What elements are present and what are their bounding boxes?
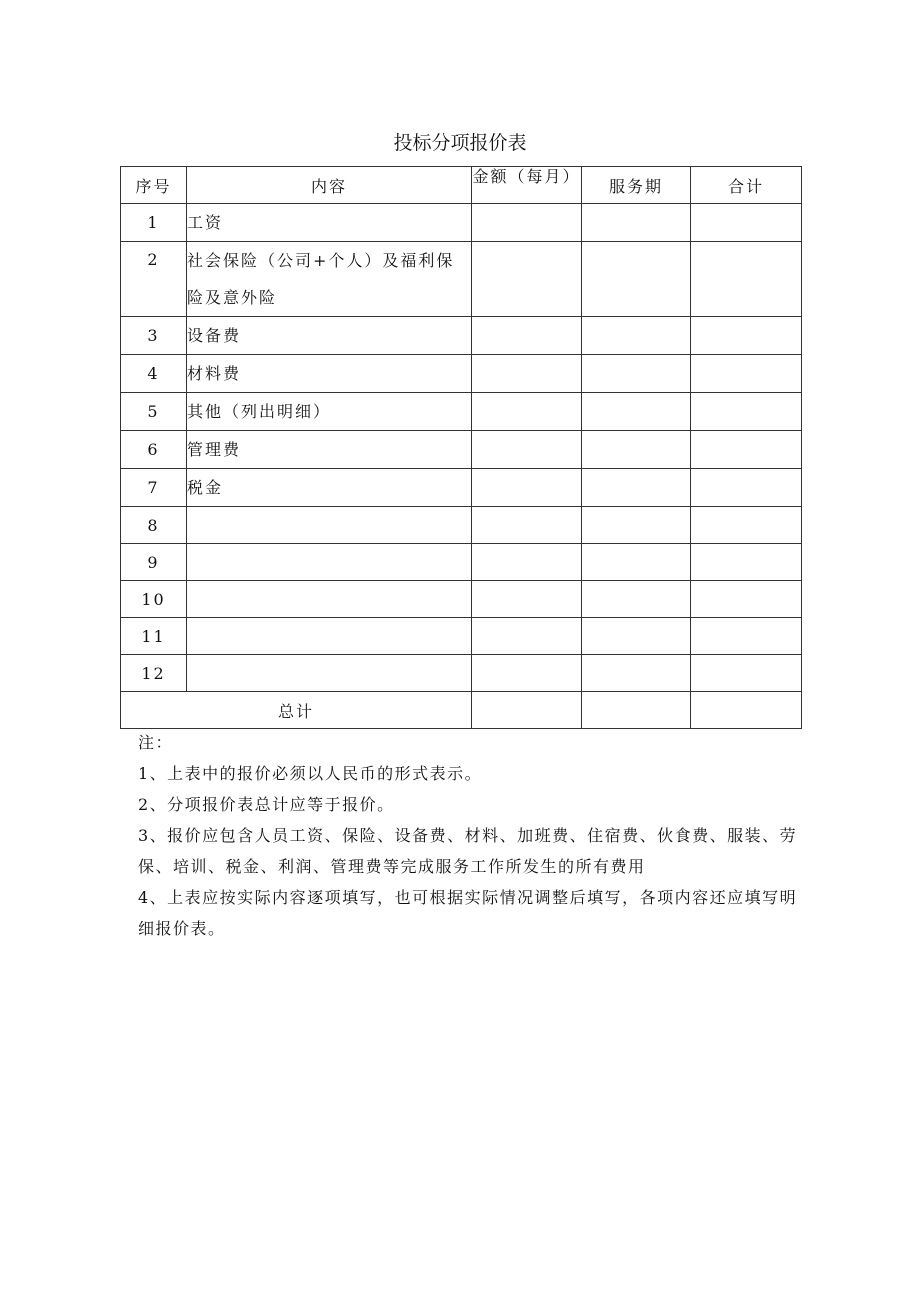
table-row <box>121 317 802 355</box>
total-cell[interactable] <box>691 317 802 355</box>
period-cell[interactable] <box>582 618 691 655</box>
row-content: 材料费 <box>187 355 472 393</box>
row-content[interactable] <box>187 618 472 655</box>
amount-cell[interactable] <box>472 317 582 355</box>
period-cell[interactable] <box>582 469 691 507</box>
total-cell[interactable] <box>691 469 802 507</box>
row-content: 管理费 <box>187 431 472 469</box>
notes-section <box>138 727 808 944</box>
period-cell[interactable] <box>582 242 691 317</box>
row-content: 工资 <box>187 204 472 242</box>
total-cell[interactable] <box>691 581 802 618</box>
amount-cell[interactable] <box>472 393 582 431</box>
amount-cell[interactable] <box>472 544 582 581</box>
row-number: 8 <box>121 507 187 544</box>
document-title: 投标分项报价表 <box>393 132 527 154</box>
row-content[interactable] <box>187 507 472 544</box>
row-content: 设备费 <box>187 317 472 355</box>
row-content: 社会保险（公司+个人）及福利保险及意外险 <box>187 242 472 317</box>
table-row <box>121 393 802 431</box>
total-cell[interactable] <box>691 544 802 581</box>
table-row <box>121 544 802 581</box>
amount-cell[interactable] <box>472 469 582 507</box>
header-seq: 序号 <box>121 167 187 204</box>
note-item: 3、报价应包含人员工资、保险、设备费、材料、加班费、住宿费、伙食费、服装、劳保、培训、税金、利润、管理费等完成服务工作所发生的所有费用 <box>138 826 798 876</box>
period-cell[interactable] <box>582 204 691 242</box>
row-content: 其他（列出明细） <box>187 393 472 431</box>
total-cell[interactable] <box>691 431 802 469</box>
row-content[interactable] <box>187 655 472 692</box>
amount-cell[interactable] <box>472 581 582 618</box>
row-number: 6 <box>121 431 187 469</box>
header-content: 内容 <box>187 167 472 204</box>
row-number: 9 <box>121 544 187 581</box>
period-cell[interactable] <box>582 581 691 618</box>
total-cell[interactable] <box>691 242 802 317</box>
period-cell[interactable] <box>582 355 691 393</box>
header-total: 合计 <box>691 167 802 204</box>
row-number: 1 <box>121 204 187 242</box>
row-number: 4 <box>121 355 187 393</box>
period-cell[interactable] <box>582 431 691 469</box>
grand-total-cell[interactable] <box>691 692 802 729</box>
row-number: 3 <box>121 317 187 355</box>
table-row <box>121 204 802 242</box>
table-row <box>121 431 802 469</box>
total-period-cell[interactable] <box>582 692 691 729</box>
amount-cell[interactable] <box>472 204 582 242</box>
amount-cell[interactable] <box>472 507 582 544</box>
amount-cell[interactable] <box>472 355 582 393</box>
table-row <box>121 507 802 544</box>
period-cell[interactable] <box>582 507 691 544</box>
period-cell[interactable] <box>582 317 691 355</box>
header-period: 服务期 <box>582 167 691 204</box>
row-content: 税金 <box>187 469 472 507</box>
notes-heading: 注： <box>138 733 174 752</box>
table-row <box>121 355 802 393</box>
row-content[interactable] <box>187 544 472 581</box>
total-cell[interactable] <box>691 355 802 393</box>
amount-cell[interactable] <box>472 242 582 317</box>
table-row <box>121 618 802 655</box>
header-amount: 金额（每月） <box>472 167 582 204</box>
total-cell[interactable] <box>691 618 802 655</box>
table-row <box>121 655 802 692</box>
amount-cell[interactable] <box>472 618 582 655</box>
total-label: 总计 <box>121 692 472 729</box>
table-row <box>121 242 802 317</box>
period-cell[interactable] <box>582 393 691 431</box>
amount-cell[interactable] <box>472 655 582 692</box>
note-item: 4、上表应按实际内容逐项填写，也可根据实际情况调整后填写，各项内容还应填写明细报价表。 <box>138 888 798 938</box>
total-amount-cell[interactable] <box>472 692 582 729</box>
period-cell[interactable] <box>582 655 691 692</box>
row-number: 10 <box>121 581 187 618</box>
table-header-row <box>121 167 802 204</box>
period-cell[interactable] <box>582 544 691 581</box>
row-content[interactable] <box>187 581 472 618</box>
row-number: 11 <box>121 618 187 655</box>
total-cell[interactable] <box>691 507 802 544</box>
table-footer-row <box>121 692 802 729</box>
total-cell[interactable] <box>691 655 802 692</box>
total-cell[interactable] <box>691 204 802 242</box>
amount-cell[interactable] <box>472 431 582 469</box>
row-number: 12 <box>121 655 187 692</box>
row-number: 7 <box>121 469 187 507</box>
row-number: 5 <box>121 393 187 431</box>
quote-table <box>120 166 802 729</box>
row-number: 2 <box>121 242 187 317</box>
table-row <box>121 581 802 618</box>
total-cell[interactable] <box>691 393 802 431</box>
table-row <box>121 469 802 507</box>
note-item: 1、上表中的报价必须以人民币的形式表示。 <box>138 764 483 783</box>
note-item: 2、分项报价表总计应等于报价。 <box>138 795 395 814</box>
